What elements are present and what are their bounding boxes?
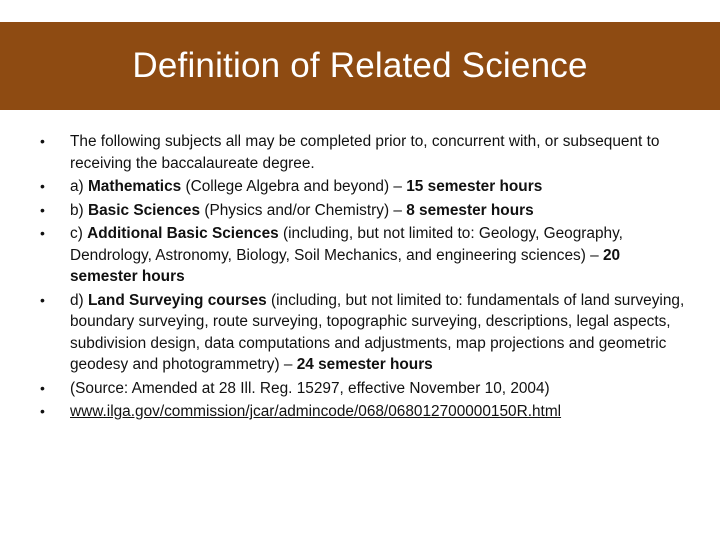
semester-hours: 8 semester hours (406, 201, 534, 219)
semester-hours: 24 semester hours (296, 356, 433, 373)
bullet-basic-sciences (40, 200, 690, 222)
bullet-icon: • (40, 201, 45, 218)
bullet-icon: • (40, 291, 45, 308)
intro-text: The following subjects all may be completed prior to, concurrent with, or subsequent to receiving the baccalaureate degree. (70, 133, 660, 172)
subject-detail: (College Algebra and beyond) – (181, 178, 407, 195)
subject-name: Mathematics (87, 178, 182, 195)
bullet-source (40, 378, 690, 400)
semester-hours: 15 semester hours (406, 178, 543, 195)
subject-name: Land Surveying courses (87, 291, 267, 309)
item-prefix: c) (70, 225, 88, 242)
title-bar (0, 22, 720, 110)
subject-detail: (including, but not limited to: fundamentals of land surveying, boundary surveying, route surveying, topographic surveying, descriptions, legal aspects, subdivision design, data computations and adjustments, map projections and geometric geodesy and photogrammetry) – (70, 291, 685, 373)
semester-hours: 20 semester hours (70, 246, 621, 285)
bullet-intro (40, 131, 690, 174)
subject-name: Basic Sciences (87, 201, 201, 219)
reference-link[interactable]: www.ilga.gov/commission/jcar/admincode/068/068012700000150R.html (70, 403, 562, 420)
item-prefix: b) (70, 201, 88, 219)
item-prefix: d) (70, 291, 88, 309)
bullet-additional-basic-sciences (40, 223, 690, 288)
subject-detail: (Physics and/or Chemistry) – (200, 201, 407, 219)
source-citation: (Source: Amended at 28 Ill. Reg. 15297, effective November 10, 2004) (70, 379, 550, 397)
bullet-icon: • (40, 225, 45, 241)
slide-title: Definition of Related Science (132, 46, 588, 85)
bullet-icon: • (40, 178, 45, 194)
bullet-icon: • (40, 379, 45, 396)
bullet-list (40, 131, 690, 425)
subject-name: Additional Basic Sciences (87, 225, 279, 242)
bullet-icon: • (40, 403, 45, 419)
bullet-link (40, 401, 690, 423)
bullet-icon: • (40, 133, 45, 149)
subject-detail: (including, but not limited to: Geology, Geography, Dendrology, Astronomy, Biology, Soil Mechanics, and engineering sciences) – (70, 225, 623, 264)
bullet-mathematics (40, 176, 690, 198)
item-prefix: a) (70, 178, 88, 195)
bullet-land-surveying (40, 290, 690, 376)
